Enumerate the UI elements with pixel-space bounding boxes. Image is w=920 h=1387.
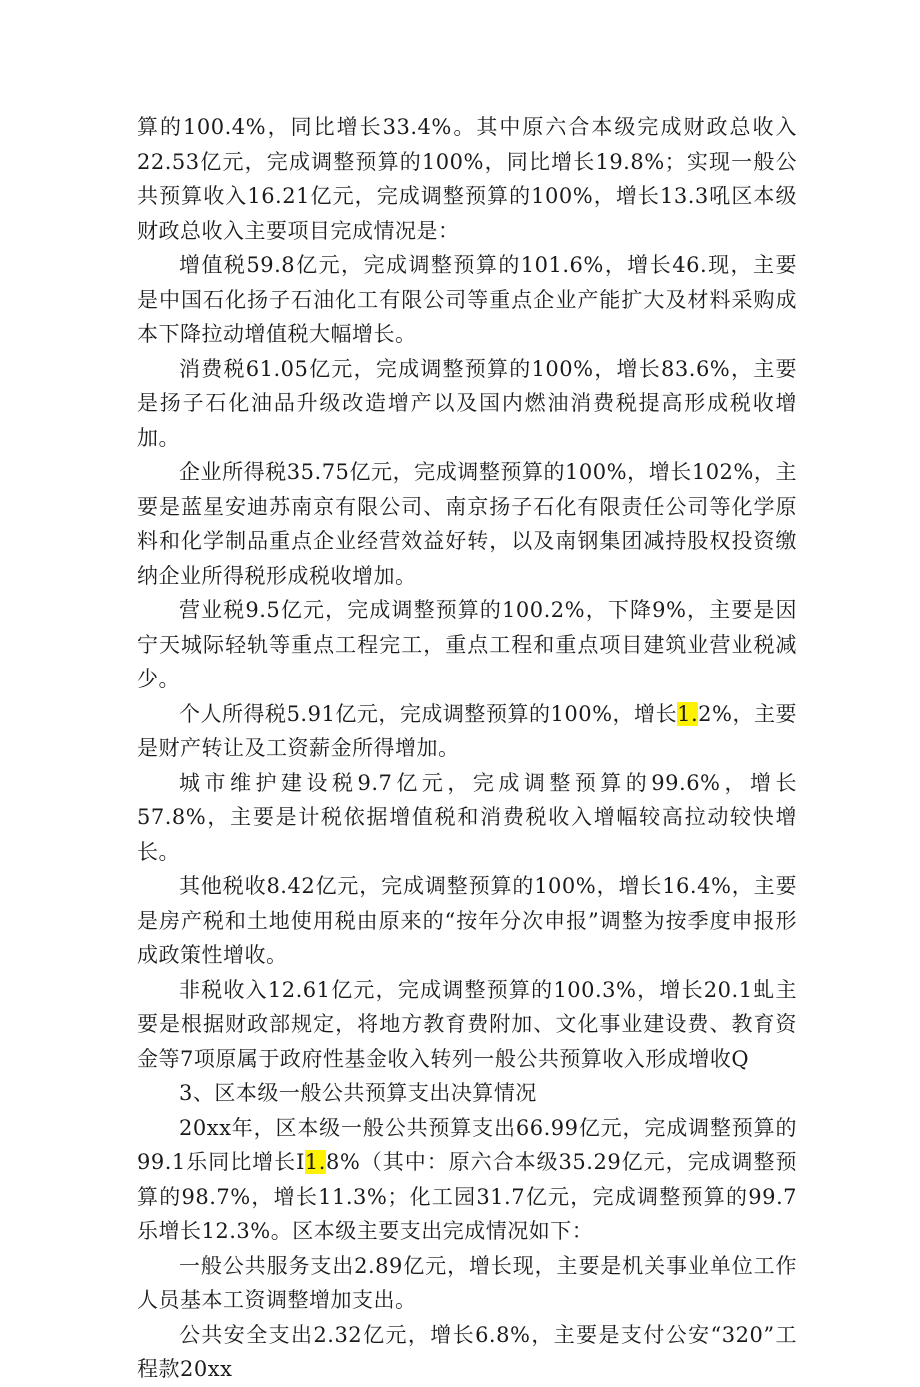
section-heading-expenditure: 3、区本级一般公共预算支出决算情况 [179,1081,537,1105]
highlighted-text: 1. [677,701,699,726]
paragraph-consumption-tax: 消费税61.05亿元，完成调整预算的100%，增长83.6%，主要是扬子石化油品升级改造增产以及国内燃油消费税提高形成税收增加。 [137,356,797,450]
paragraph-public-security: 公共安全支出2.32亿元，增长6.8%，主要是支付公安“320”工程款20xx [137,1322,797,1381]
paragraph-corporate-income-tax: 企业所得税35.75亿元，完成调整预算的100%，增长102%，主要是蓝星安迪苏南京有限公司、南京扬子石化有限责任公司等化学原料和化学制品重点企业经营效益好转，以及南钢集团减持股权投资缴纳企业所得税形成税收增加。 [137,460,797,588]
paragraph-vat: 增值税59.8亿元，完成调整预算的101.6%，增长46.现，主要是中国石化扬子石油化工有限公司等重点企业产能扩大及材料采购成本下降拉动增值税大幅增长。 [137,253,797,346]
paragraph-revenue-summary: 算的100.4%，同比增长33.4%。其中原六合本级完成财政总收入22.53亿元，完成调整预算的100%，同比增长19.8%；实现一般公共预算收入16.21亿元，完成调整预算的100%，增长13.3吼区本级财政总收入主要项目完成情况是： [137,115,797,243]
paragraph-expenditure-summary: 20xx年，区本级一般公共预算支出66.99亿元，完成调整预算的99.1乐同比增长I1.8%（其中：原六合本级35.29亿元，完成调整预算的98.7%，增长11.3%；化工园31.7亿元，完成调整预算的99.7乐增长12.3%。区本级主要支出完成情况如下： [137,1115,797,1243]
paragraph-non-tax-revenue: 非税收入12.61亿元，完成调整预算的100.3%，增长20.1虬主要是根据财政部规定，将地方教育费附加、文化事业建设费、教育资金等7项原属于政府性基金收入转列一般公共预算收入形成增收Q [137,977,797,1071]
paragraph-personal-income-tax: 个人所得税5.91亿元，完成调整预算的100%，增长1.2%，主要是财产转让及工资薪金所得增加。 [137,701,797,760]
paragraph-other-taxes: 其他税收8.42亿元，完成调整预算的100%，增长16.4%，主要是房产税和土地使用税由原来的“按年分次申报”调整为按季度申报形成政策性增收。 [137,874,797,967]
document-body [137,110,797,1387]
paragraph-general-public-services: 一般公共服务支出2.89亿元，增长现，主要是机关事业单位工作人员基本工资调整增加支出。 [137,1253,797,1312]
paragraph-business-tax: 营业税9.5亿元，完成调整预算的100.2%，下降9%，主要是因宁天城际轻轨等重点工程完工，重点工程和重点项目建筑业营业税减少。 [137,598,797,691]
highlighted-text: 1. [304,1150,326,1174]
paragraph-urban-maintenance-tax: 城市维护建设税9.7亿元，完成调整预算的99.6%，增长57.8%，主要是计税依据增值税和消费税收入增幅较高拉动较快增长。 [137,770,797,864]
